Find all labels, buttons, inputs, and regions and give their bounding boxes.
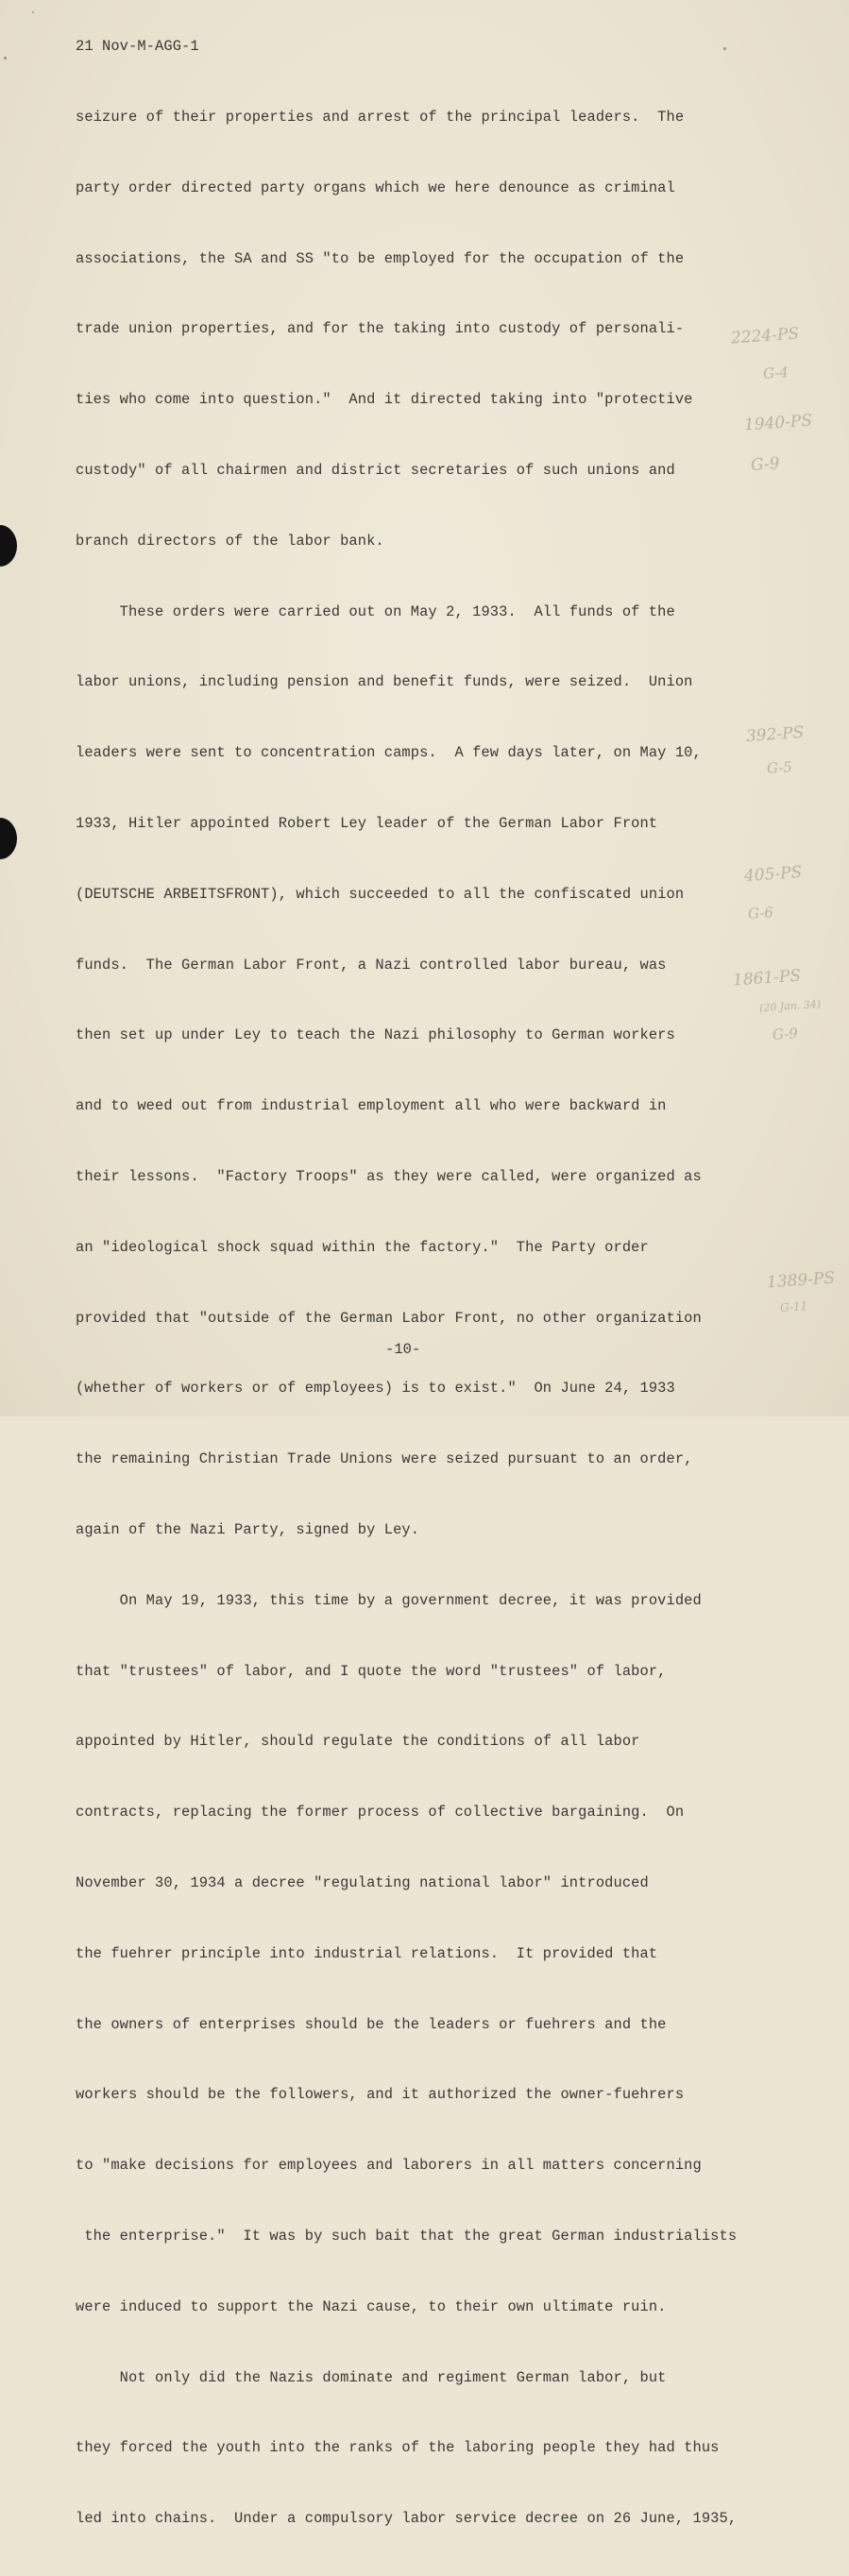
text-line: contracts, replacing the former process of collective bargaining. On bbox=[76, 1804, 685, 1822]
margin-note-reference: 1861-PS bbox=[732, 966, 802, 991]
text-line: ties who come into question." And it directed taking into "protective bbox=[76, 391, 693, 409]
text-line: again of the Nazi Party, signed by Ley. bbox=[76, 1520, 420, 1538]
margin-note-reference: 405-PS bbox=[743, 862, 803, 887]
text-line: and to weed out from industrial employment all who were backward in bbox=[76, 1097, 667, 1115]
text-line: appointed by Hitler, should regulate the conditions of all labor bbox=[76, 1733, 640, 1751]
text-line: seizure of their properties and arrest of the principal leaders. The bbox=[76, 109, 685, 126]
margin-note-reference: G-4 bbox=[762, 364, 790, 382]
text-line: custody" of all chairmen and district secretaries of such unions and bbox=[76, 461, 675, 479]
text-line: the fuehrer principle into industrial relations. It provided that bbox=[76, 1944, 658, 1962]
text-line: associations, the SA and SS "to be employed for the occupation of the bbox=[76, 249, 685, 267]
text-line: (whether of workers or of employees) is to exist." On June 24, 1933 bbox=[76, 1380, 675, 1398]
page-number: -10- bbox=[385, 1341, 421, 1358]
paper-speck bbox=[4, 57, 7, 59]
margin-note-reference: 1389-PS bbox=[766, 1268, 836, 1293]
text-line: that "trustees" of labor, and I quote the word "trustees" of labor, bbox=[76, 1662, 667, 1680]
margin-note-reference: G-5 bbox=[766, 758, 793, 777]
paper-speck bbox=[32, 11, 34, 13]
text-line: Not only did the Nazis dominate and regiment German labor, but bbox=[76, 2368, 667, 2386]
punch-hole bbox=[0, 818, 17, 859]
text-line: an "ideological shock squad within the factory." The Party order bbox=[76, 1238, 649, 1256]
text-line: On May 19, 1933, this time by a government decree, it was provided bbox=[76, 1591, 702, 1609]
text-line: their lessons. "Factory Troops" as they were called, were organized as bbox=[76, 1167, 702, 1185]
text-line: branch directors of the labor bank. bbox=[76, 532, 384, 550]
text-line: (DEUTSCHE ARBEITSFRONT), which succeeded to all the confiscated union bbox=[76, 885, 685, 903]
paper-speck bbox=[723, 47, 726, 50]
text-line: led into chains. Under a compulsory labor service decree on 26 June, 1935, bbox=[76, 2510, 738, 2528]
margin-note-reference: 2224-PS bbox=[730, 324, 800, 348]
text-line: November 30, 1934 a decree "regulating national labor" introduced bbox=[76, 1873, 649, 1891]
punch-hole bbox=[0, 525, 17, 567]
text-line: party order directed party organs which we here denounce as criminal bbox=[76, 178, 675, 196]
text-line: the owners of enterprises should be the leaders or fuehrers and the bbox=[76, 2015, 667, 2033]
text-line: the enterprise." It was by such bait that the great German industrialists bbox=[76, 2227, 738, 2245]
margin-note-reference: G-11 bbox=[779, 1299, 808, 1314]
margin-note-reference: G-6 bbox=[747, 904, 774, 923]
document-header: 21 Nov-M-AGG-1 bbox=[76, 38, 199, 55]
text-line: they forced the youth into the ranks of the laboring people they had thus bbox=[76, 2439, 720, 2457]
text-line: to "make decisions for employees and laborers in all matters concerning bbox=[76, 2157, 702, 2175]
text-line: the remaining Christian Trade Unions were seized pursuant to an order, bbox=[76, 1450, 693, 1468]
text-line: were induced to support the Nazi cause, to their own ultimate ruin. bbox=[76, 2297, 667, 2315]
margin-note-reference: 392-PS bbox=[745, 722, 805, 747]
margin-note-reference: (20 Jan. 34) bbox=[758, 997, 822, 1015]
text-line: These orders were carried out on May 2, 1933. All funds of the bbox=[76, 602, 675, 620]
text-line: provided that "outside of the German Labor Front, no other organization bbox=[76, 1309, 702, 1327]
text-line: funds. The German Labor Front, a Nazi controlled labor bureau, was bbox=[76, 956, 667, 974]
text-line: 1933, Hitler appointed Robert Ley leader of the German Labor Front bbox=[76, 814, 658, 832]
margin-note-reference: G-9 bbox=[750, 453, 781, 476]
text-line: then set up under Ley to teach the Nazi philosophy to German workers bbox=[76, 1026, 675, 1044]
text-line: labor unions, including pension and benefit funds, were seized. Union bbox=[76, 673, 693, 691]
margin-note-reference: G-9 bbox=[772, 1025, 799, 1043]
text-line: trade union properties, and for the taking into custody of personali- bbox=[76, 320, 685, 338]
document-body bbox=[76, 70, 737, 2576]
text-line: leaders were sent to concentration camps. A few days later, on May 10, bbox=[76, 744, 702, 762]
text-line: workers should be the followers, and it authorized the owner-fuehrers bbox=[76, 2086, 685, 2104]
margin-note-reference: 1940-PS bbox=[743, 411, 813, 435]
